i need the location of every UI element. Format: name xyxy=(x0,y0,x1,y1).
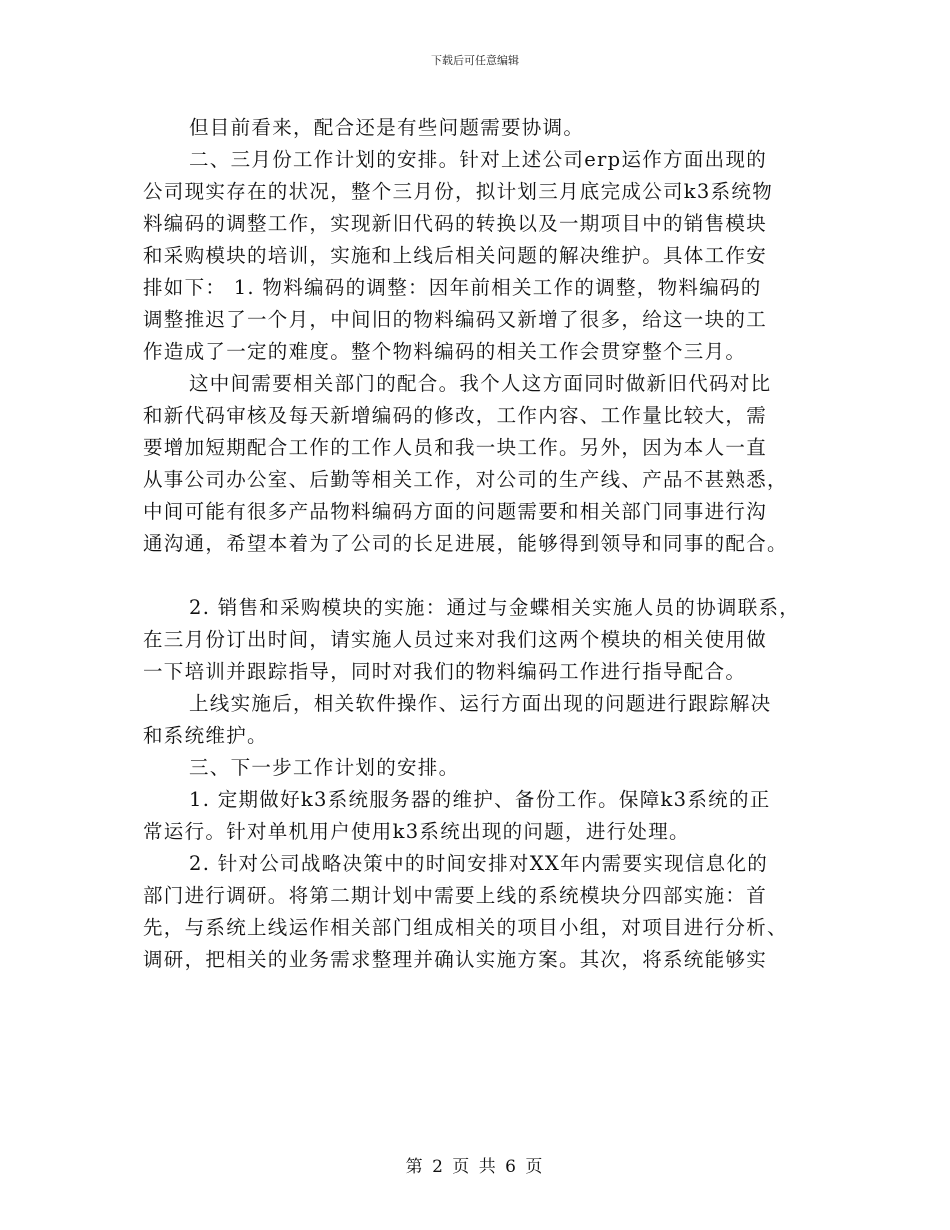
paragraph-line: 中间可能有很多产品物料编码方面的问题需要和相关部门同事进行沟 xyxy=(143,500,768,523)
paragraph-line: 调整推迟了一个月，中间旧的物料编码又新增了很多，给这一块的工 xyxy=(143,308,768,331)
paragraph-line: 调研，把相关的业务需求整理并确认实施方案。其次，将系统能够实 xyxy=(143,948,768,971)
document-body xyxy=(143,112,823,976)
page-header-note: 下载后可任意编辑 xyxy=(431,54,519,67)
paragraph-line: 和采购模块的培训，实施和上线后相关问题的解决维护。具体工作安 xyxy=(143,244,768,267)
paragraph-line: 二、三月份工作计划的安排。针对上述公司erp运作方面出现的 xyxy=(189,148,768,171)
paragraph-line: 要增加短期配合工作的工作人员和我一块工作。另外，因为本人一直 xyxy=(143,436,768,459)
paragraph-line: 部门进行调研。将第二期计划中需要上线的系统模块分四部实施：首 xyxy=(143,884,768,907)
paragraph-line: 2. 针对公司战略决策中的时间安排对XX年内需要实现信息化的 xyxy=(189,852,769,875)
paragraph-gap xyxy=(143,560,823,592)
paragraph-line: 和新代码审核及每天新增编码的修改，工作内容、工作量比较大，需 xyxy=(143,404,768,427)
paragraph-line: 这中间需要相关部门的配合。我个人这方面同时做新旧代码对比 xyxy=(189,372,772,395)
paragraph-line: 常运行。针对单机用户使用k3系统出现的问题，进行处理。 xyxy=(143,820,690,843)
paragraph-line: 公司现实存在的状况，整个三月份，拟计划三月底完成公司k3系统物 xyxy=(143,180,774,203)
paragraph-line: 通沟通，希望本着为了公司的长足进展，能够得到领导和同事的配合。 xyxy=(143,532,788,555)
paragraph-line: 一下培训并跟踪指导，同时对我们的物料编码工作进行指导配合。 xyxy=(143,660,747,683)
page-number: 第 2 页 共 6 页 xyxy=(405,1157,545,1177)
paragraph-line: 但目前看来，配合还是有些问题需要协调。 xyxy=(189,116,585,139)
paragraph-line: 排如下： 1. 物料编码的调整：因年前相关工作的调整，物料编码的 xyxy=(143,276,762,299)
paragraph-line: 和系统维护。 xyxy=(143,724,268,747)
paragraph-line: 先，与系统上线运作相关部门组成相关的项目小组，对项目进行分析、 xyxy=(143,916,788,939)
paragraph-line: 2. 销售和采购模块的实施：通过与金蝶相关实施人员的协调联系， xyxy=(189,596,801,619)
paragraph-line: 1. 定期做好k3系统服务器的维护、备份工作。保障k3系统的正 xyxy=(189,788,771,811)
paragraph-line: 料编码的调整工作，实现新旧代码的转换以及一期项目中的销售模块 xyxy=(143,212,768,235)
paragraph-line: 作造成了一定的难度。整个物料编码的相关工作会贯穿整个三月。 xyxy=(143,340,747,363)
paragraph-line: 上线实施后，相关软件操作、运行方面出现的问题进行跟踪解决 xyxy=(189,692,772,715)
paragraph-line: 三、下一步工作计划的安排。 xyxy=(189,756,460,779)
paragraph-line: 在三月份订出时间，请实施人员过来对我们这两个模块的相关使用做 xyxy=(143,628,768,651)
paragraph-line: 从事公司办公室、后勤等相关工作，对公司的生产线、产品不甚熟悉， xyxy=(143,468,788,491)
